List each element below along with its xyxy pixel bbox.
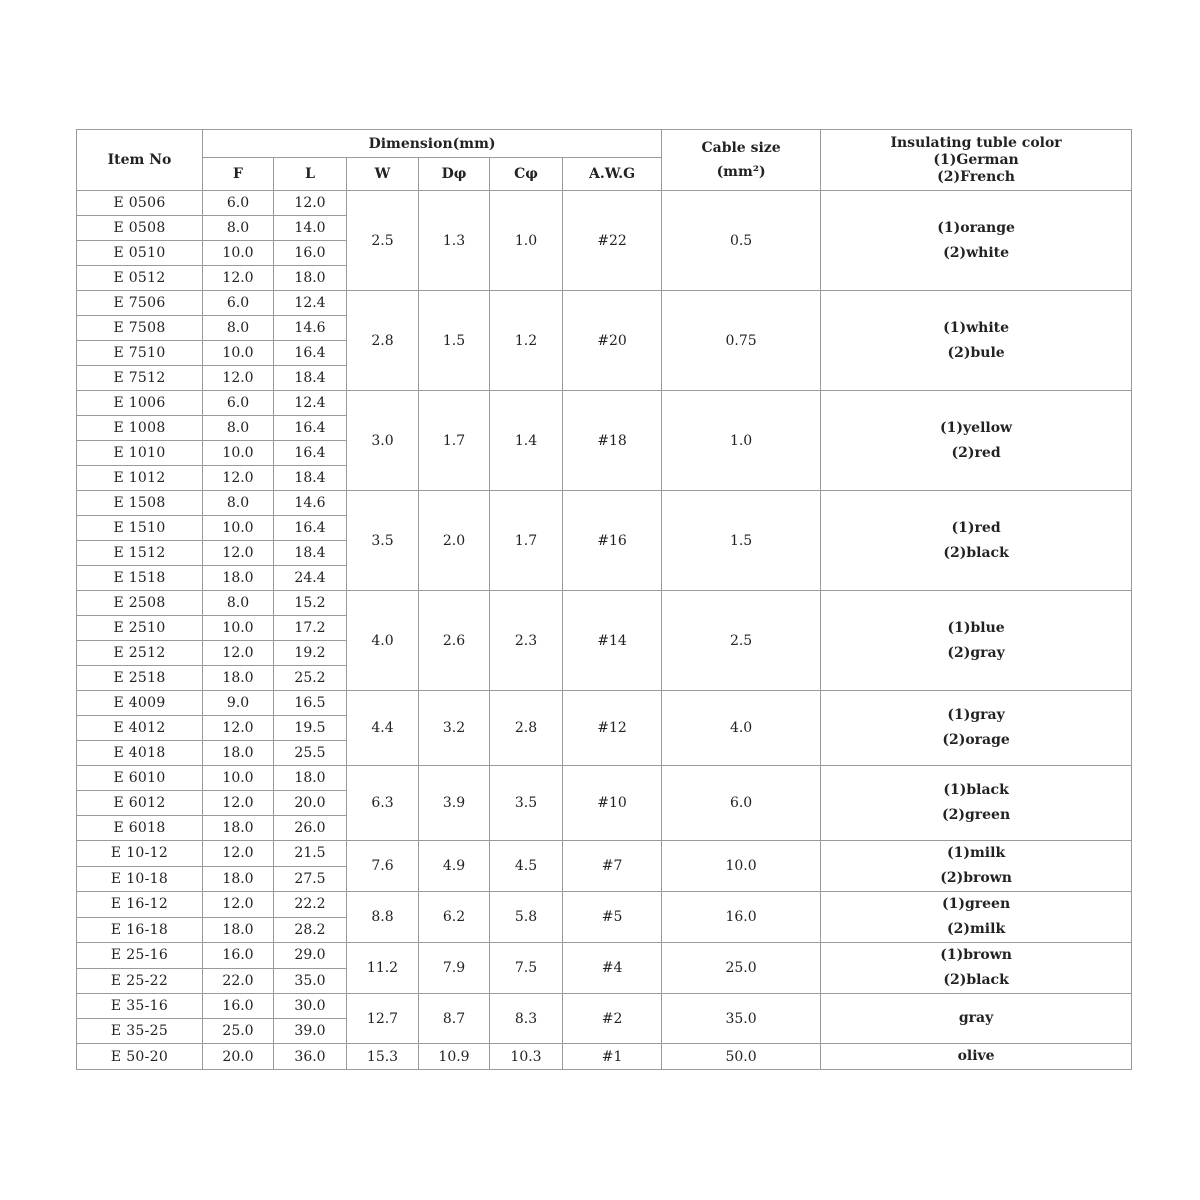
table-row	[77, 691, 1132, 716]
header-dimension: Dimension(mm)	[203, 130, 662, 158]
f-cell: 18.0	[203, 741, 274, 766]
color-value: (2)bule	[947, 344, 1005, 361]
f-cell: 16.0	[203, 994, 274, 1019]
awg-cell: #18	[563, 391, 662, 491]
w-cell: 4.0	[347, 591, 419, 691]
item-no-cell: E 7508	[77, 316, 203, 341]
awg-cell: #10	[563, 766, 662, 841]
header-insulating-color	[821, 130, 1132, 191]
f-cell: 10.0	[203, 766, 274, 791]
color-header-german: (1)German	[933, 151, 1019, 168]
item-no-cell: E 10-12	[77, 841, 203, 867]
l-cell: 18.4	[274, 466, 347, 491]
awg-cell: #4	[563, 943, 662, 994]
cable-size-cell: 6.0	[662, 766, 821, 841]
f-cell: 12.0	[203, 266, 274, 291]
l-cell: 16.5	[274, 691, 347, 716]
table-row	[77, 491, 1132, 516]
item-no-cell: E 25-22	[77, 968, 203, 994]
f-cell: 10.0	[203, 616, 274, 641]
f-cell: 12.0	[203, 841, 274, 867]
f-cell: 6.0	[203, 291, 274, 316]
table-row	[77, 841, 1132, 867]
f-cell: 18.0	[203, 566, 274, 591]
f-cell: 18.0	[203, 816, 274, 841]
color-value: (2)black	[943, 972, 1009, 988]
awg-cell: #12	[563, 691, 662, 766]
item-no-cell: E 6012	[77, 791, 203, 816]
color-value: (2)black	[943, 544, 1009, 561]
cable-size-cell: 50.0	[662, 1044, 821, 1070]
color-value: (2)red	[951, 444, 1001, 461]
f-cell: 18.0	[203, 917, 274, 943]
l-cell: 18.0	[274, 266, 347, 291]
cable-size-cell: 1.0	[662, 391, 821, 491]
f-cell: 12.0	[203, 716, 274, 741]
c-cell: 4.5	[490, 841, 563, 892]
item-no-cell: E 1510	[77, 516, 203, 541]
f-cell: 10.0	[203, 241, 274, 266]
item-no-cell: E 1010	[77, 441, 203, 466]
header-c: Cφ	[490, 158, 563, 191]
l-cell: 14.0	[274, 216, 347, 241]
item-no-cell: E 2512	[77, 641, 203, 666]
color-cell	[821, 766, 1132, 841]
l-cell: 15.2	[274, 591, 347, 616]
w-cell: 3.0	[347, 391, 419, 491]
cable-size-label: Cable size	[701, 140, 781, 156]
d-cell: 1.3	[419, 191, 490, 291]
f-cell: 8.0	[203, 316, 274, 341]
l-cell: 24.4	[274, 566, 347, 591]
awg-cell: #5	[563, 892, 662, 943]
color-value: (2)orage	[942, 732, 1010, 748]
item-no-cell: E 1508	[77, 491, 203, 516]
l-cell: 25.5	[274, 741, 347, 766]
f-cell: 10.0	[203, 516, 274, 541]
color-cell	[821, 1044, 1132, 1070]
f-cell: 12.0	[203, 791, 274, 816]
l-cell: 16.4	[274, 416, 347, 441]
cable-size-cell: 2.5	[662, 591, 821, 691]
item-no-cell: E 10-18	[77, 866, 203, 892]
f-cell: 10.0	[203, 341, 274, 366]
header-d: Dφ	[419, 158, 490, 191]
item-no-cell: E 0512	[77, 266, 203, 291]
w-cell: 15.3	[347, 1044, 419, 1070]
f-cell: 10.0	[203, 441, 274, 466]
table-row	[77, 766, 1132, 791]
l-cell: 12.0	[274, 191, 347, 216]
l-cell: 16.4	[274, 516, 347, 541]
awg-cell: #7	[563, 841, 662, 892]
f-cell: 12.0	[203, 366, 274, 391]
header-awg: A.W.G	[563, 158, 662, 191]
table-row	[77, 591, 1132, 616]
f-cell: 22.0	[203, 968, 274, 994]
d-cell: 2.6	[419, 591, 490, 691]
item-no-cell: E 6018	[77, 816, 203, 841]
l-cell: 18.0	[274, 766, 347, 791]
l-cell: 16.4	[274, 341, 347, 366]
l-cell: 30.0	[274, 994, 347, 1019]
item-no-cell: E 4018	[77, 741, 203, 766]
l-cell: 19.2	[274, 641, 347, 666]
color-cell	[821, 994, 1132, 1044]
d-cell: 3.9	[419, 766, 490, 841]
cable-size-cell: 10.0	[662, 841, 821, 892]
f-cell: 8.0	[203, 491, 274, 516]
d-cell: 1.5	[419, 291, 490, 391]
item-no-cell: E 4009	[77, 691, 203, 716]
item-no-cell: E 4012	[77, 716, 203, 741]
item-no-cell: E 1006	[77, 391, 203, 416]
f-cell: 18.0	[203, 866, 274, 892]
f-cell: 20.0	[203, 1044, 274, 1070]
f-cell: 6.0	[203, 191, 274, 216]
item-no-cell: E 2510	[77, 616, 203, 641]
cable-size-cell: 0.75	[662, 291, 821, 391]
header-item-no: Item No	[77, 130, 203, 191]
table-row	[77, 191, 1132, 216]
color-value: (1)green	[942, 896, 1011, 912]
item-no-cell: E 35-25	[77, 1019, 203, 1044]
l-cell: 14.6	[274, 491, 347, 516]
awg-cell: #2	[563, 994, 662, 1044]
table-row	[77, 994, 1132, 1019]
f-cell: 12.0	[203, 892, 274, 918]
l-cell: 29.0	[274, 943, 347, 969]
awg-cell: #14	[563, 591, 662, 691]
c-cell: 1.0	[490, 191, 563, 291]
item-no-cell: E 0506	[77, 191, 203, 216]
item-no-cell: E 2518	[77, 666, 203, 691]
item-no-cell: E 2508	[77, 591, 203, 616]
l-cell: 26.0	[274, 816, 347, 841]
ferrule-spec-table	[76, 129, 1132, 1070]
f-cell: 9.0	[203, 691, 274, 716]
c-cell: 10.3	[490, 1044, 563, 1070]
color-cell	[821, 191, 1132, 291]
cable-size-cell: 0.5	[662, 191, 821, 291]
color-value: (2)milk	[947, 921, 1006, 937]
f-cell: 12.0	[203, 541, 274, 566]
color-value: (1)milk	[947, 845, 1006, 861]
l-cell: 27.5	[274, 866, 347, 892]
f-cell: 8.0	[203, 416, 274, 441]
f-cell: 18.0	[203, 666, 274, 691]
color-value: olive	[957, 1048, 995, 1064]
f-cell: 16.0	[203, 943, 274, 969]
f-cell: 6.0	[203, 391, 274, 416]
item-no-cell: E 7510	[77, 341, 203, 366]
c-cell: 5.8	[490, 892, 563, 943]
item-no-cell: E 7506	[77, 291, 203, 316]
table-row	[77, 291, 1132, 316]
color-value: (1)gray	[947, 707, 1005, 723]
w-cell: 7.6	[347, 841, 419, 892]
l-cell: 18.4	[274, 366, 347, 391]
d-cell: 10.9	[419, 1044, 490, 1070]
color-cell	[821, 591, 1132, 691]
awg-cell: #20	[563, 291, 662, 391]
l-cell: 19.5	[274, 716, 347, 741]
color-cell	[821, 391, 1132, 491]
color-cell	[821, 491, 1132, 591]
color-header-title: Insulating tuble color	[890, 134, 1062, 151]
l-cell: 12.4	[274, 391, 347, 416]
item-no-cell: E 16-18	[77, 917, 203, 943]
cable-size-cell: 4.0	[662, 691, 821, 766]
color-value: (1)blue	[947, 619, 1005, 636]
c-cell: 1.7	[490, 491, 563, 591]
cable-size-cell: 16.0	[662, 892, 821, 943]
c-cell: 1.2	[490, 291, 563, 391]
w-cell: 2.5	[347, 191, 419, 291]
f-cell: 8.0	[203, 591, 274, 616]
l-cell: 14.6	[274, 316, 347, 341]
w-cell: 12.7	[347, 994, 419, 1044]
l-cell: 17.2	[274, 616, 347, 641]
item-no-cell: E 0510	[77, 241, 203, 266]
d-cell: 3.2	[419, 691, 490, 766]
table-row	[77, 892, 1132, 918]
d-cell: 7.9	[419, 943, 490, 994]
item-no-cell: E 50-20	[77, 1044, 203, 1070]
color-cell	[821, 291, 1132, 391]
l-cell: 28.2	[274, 917, 347, 943]
l-cell: 16.4	[274, 441, 347, 466]
item-no-cell: E 1008	[77, 416, 203, 441]
w-cell: 3.5	[347, 491, 419, 591]
l-cell: 18.4	[274, 541, 347, 566]
color-cell	[821, 841, 1132, 892]
color-cell	[821, 691, 1132, 766]
l-cell: 39.0	[274, 1019, 347, 1044]
color-value: (2)brown	[940, 870, 1012, 886]
awg-cell: #16	[563, 491, 662, 591]
item-no-cell: E 35-16	[77, 994, 203, 1019]
cable-size-unit: (mm²)	[716, 164, 766, 180]
header-f: F	[203, 158, 274, 191]
w-cell: 2.8	[347, 291, 419, 391]
header-w: W	[347, 158, 419, 191]
item-no-cell: E 6010	[77, 766, 203, 791]
color-value: (1)brown	[940, 947, 1012, 963]
table-body	[77, 191, 1132, 1070]
l-cell: 35.0	[274, 968, 347, 994]
w-cell: 4.4	[347, 691, 419, 766]
w-cell: 6.3	[347, 766, 419, 841]
l-cell: 16.0	[274, 241, 347, 266]
table-row	[77, 1044, 1132, 1070]
w-cell: 11.2	[347, 943, 419, 994]
l-cell: 25.2	[274, 666, 347, 691]
awg-cell: #1	[563, 1044, 662, 1070]
color-value: (1)orange	[937, 219, 1015, 236]
item-no-cell: E 1012	[77, 466, 203, 491]
c-cell: 1.4	[490, 391, 563, 491]
l-cell: 36.0	[274, 1044, 347, 1070]
header-l: L	[274, 158, 347, 191]
item-no-cell: E 1512	[77, 541, 203, 566]
cable-size-cell: 1.5	[662, 491, 821, 591]
header-cable-size	[662, 130, 821, 191]
table-row	[77, 943, 1132, 969]
f-cell: 12.0	[203, 641, 274, 666]
f-cell: 25.0	[203, 1019, 274, 1044]
l-cell: 20.0	[274, 791, 347, 816]
awg-cell: #22	[563, 191, 662, 291]
color-value: (2)white	[943, 244, 1010, 261]
f-cell: 8.0	[203, 216, 274, 241]
color-value: gray	[958, 1010, 994, 1026]
c-cell: 7.5	[490, 943, 563, 994]
item-no-cell: E 0508	[77, 216, 203, 241]
item-no-cell: E 1518	[77, 566, 203, 591]
color-value: (1)black	[943, 782, 1009, 798]
d-cell: 8.7	[419, 994, 490, 1044]
item-no-cell: E 25-16	[77, 943, 203, 969]
cable-size-cell: 25.0	[662, 943, 821, 994]
color-value: (1)white	[943, 319, 1010, 336]
cable-size-cell: 35.0	[662, 994, 821, 1044]
c-cell: 2.8	[490, 691, 563, 766]
color-header-french: (2)French	[937, 168, 1015, 185]
w-cell: 8.8	[347, 892, 419, 943]
c-cell: 8.3	[490, 994, 563, 1044]
color-value: (1)red	[951, 519, 1001, 536]
color-cell	[821, 892, 1132, 943]
color-value: (2)gray	[947, 644, 1005, 661]
color-value: (2)green	[942, 807, 1011, 823]
c-cell: 3.5	[490, 766, 563, 841]
l-cell: 12.4	[274, 291, 347, 316]
item-no-cell: E 7512	[77, 366, 203, 391]
table-row	[77, 391, 1132, 416]
color-cell	[821, 943, 1132, 994]
item-no-cell: E 16-12	[77, 892, 203, 918]
c-cell: 2.3	[490, 591, 563, 691]
l-cell: 21.5	[274, 841, 347, 867]
d-cell: 6.2	[419, 892, 490, 943]
d-cell: 4.9	[419, 841, 490, 892]
l-cell: 22.2	[274, 892, 347, 918]
d-cell: 1.7	[419, 391, 490, 491]
d-cell: 2.0	[419, 491, 490, 591]
f-cell: 12.0	[203, 466, 274, 491]
color-value: (1)yellow	[940, 419, 1013, 436]
